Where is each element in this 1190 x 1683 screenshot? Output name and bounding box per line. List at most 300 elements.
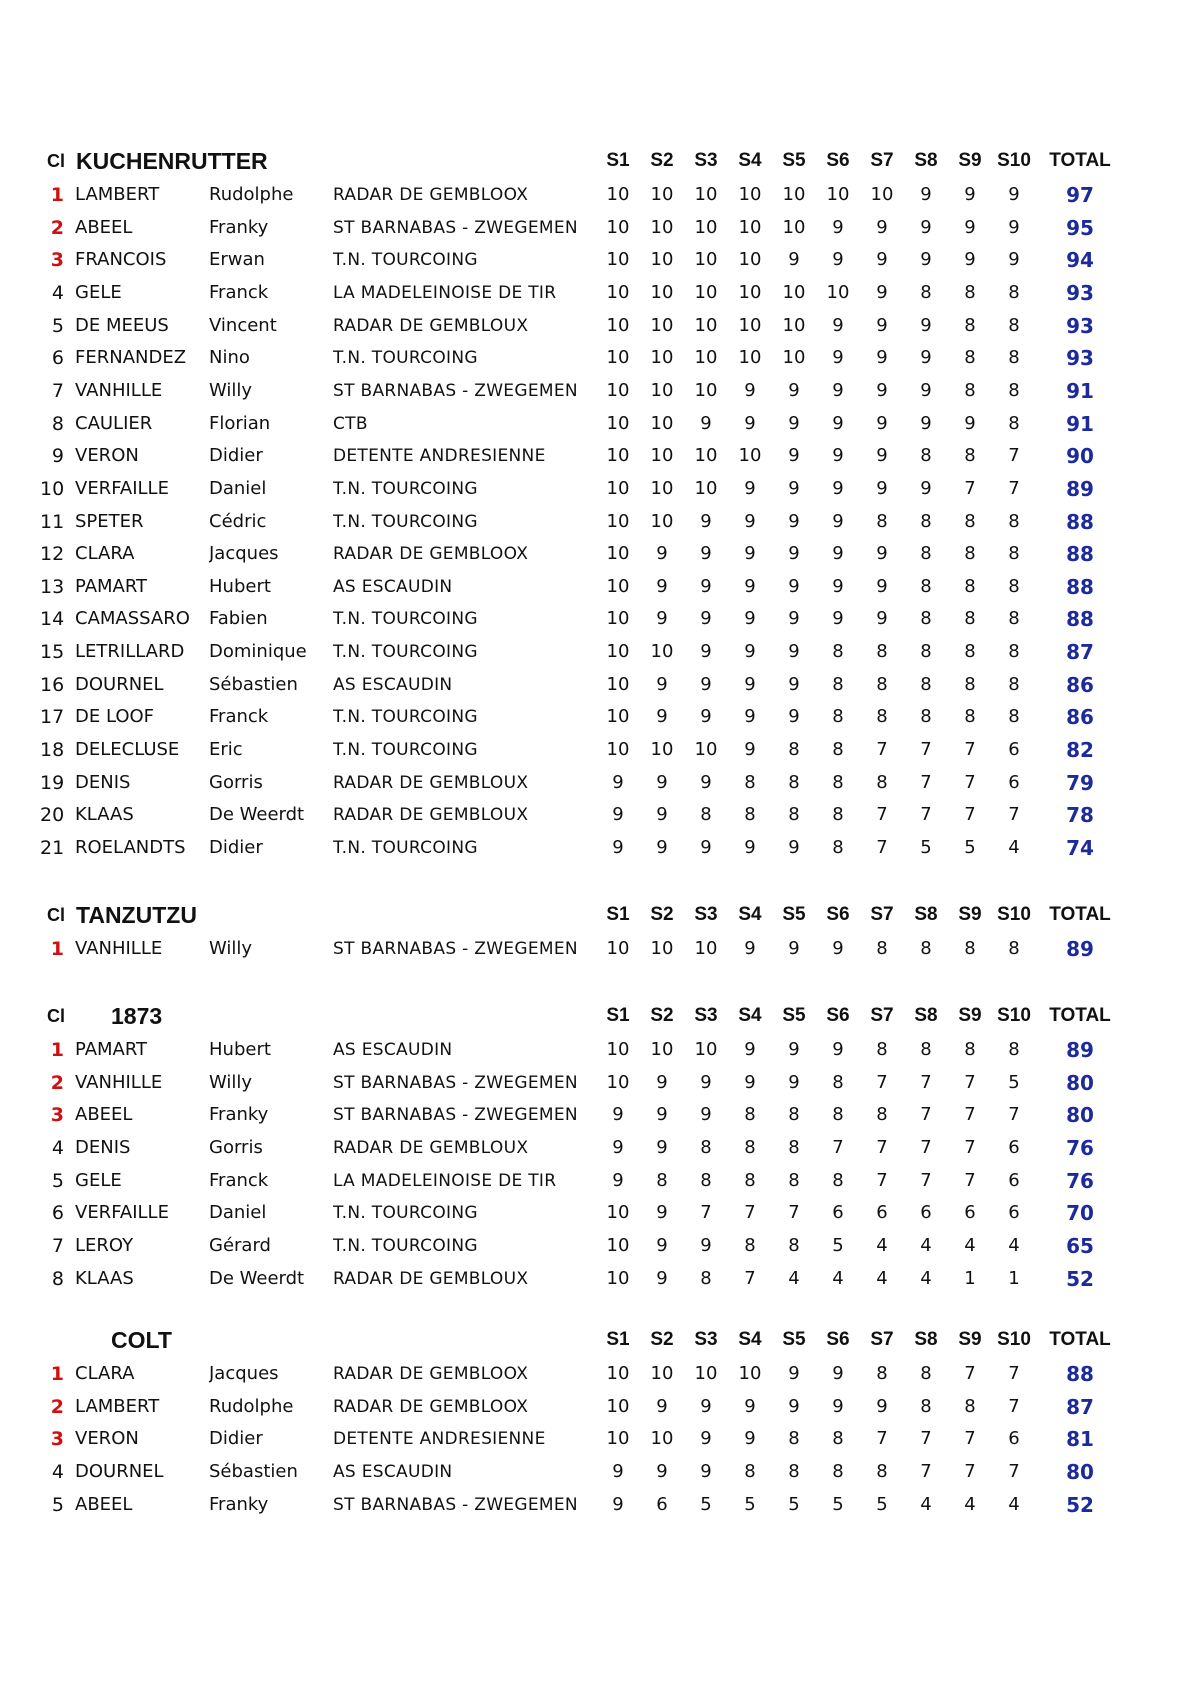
series-score: 8 bbox=[964, 1039, 976, 1060]
last-name: ABEEL bbox=[75, 216, 133, 238]
series-score: 6 bbox=[832, 1202, 844, 1224]
first-name: Sébastien bbox=[209, 1460, 298, 1482]
series-score: 9 bbox=[920, 249, 932, 271]
club-name: RADAR DE GEMBLOOX bbox=[333, 1396, 529, 1417]
total-score: 87 bbox=[1066, 640, 1094, 665]
rank-value: 13 bbox=[40, 575, 65, 598]
total-score: 91 bbox=[1066, 411, 1094, 436]
series-score: 9 bbox=[744, 608, 756, 630]
club-name: ST BARNABAS - ZWEGEMEN bbox=[333, 1494, 578, 1515]
series-score: 9 bbox=[744, 641, 756, 663]
first-name: Fabien bbox=[209, 608, 268, 630]
score-column-header: S4 bbox=[738, 1329, 762, 1350]
first-name: Hubert bbox=[209, 1039, 271, 1060]
series-score: 7 bbox=[920, 1460, 932, 1482]
series-score: 7 bbox=[1008, 477, 1020, 499]
last-name: DE MEEUS bbox=[75, 314, 169, 336]
series-score: 8 bbox=[920, 1039, 932, 1060]
series-score: 10 bbox=[650, 510, 674, 532]
series-score: 10 bbox=[694, 249, 718, 271]
series-score: 9 bbox=[656, 1104, 668, 1126]
club-name: T.N. TOURCOING bbox=[333, 609, 478, 630]
total-score: 88 bbox=[1066, 542, 1094, 567]
last-name: SPETER bbox=[75, 510, 144, 532]
series-score: 7 bbox=[964, 1363, 976, 1384]
series-score: 9 bbox=[832, 379, 844, 401]
total-column-header: TOTAL bbox=[1049, 904, 1111, 925]
score-column-header: S3 bbox=[694, 1329, 718, 1350]
series-score: 5 bbox=[832, 1234, 844, 1256]
first-name: Gorris bbox=[209, 1136, 263, 1158]
series-score: 1 bbox=[1008, 1267, 1020, 1289]
table-row bbox=[0, 768, 1190, 798]
series-score: 8 bbox=[1008, 938, 1020, 959]
series-score: 9 bbox=[744, 938, 756, 959]
series-score: 8 bbox=[700, 804, 712, 826]
series-score: 6 bbox=[876, 1202, 888, 1224]
series-score: 10 bbox=[694, 184, 718, 205]
series-score: 8 bbox=[1008, 673, 1020, 695]
last-name: ABEEL bbox=[75, 1104, 133, 1126]
total-score: 80 bbox=[1066, 1459, 1094, 1484]
rank-column-label: Cl bbox=[47, 151, 65, 171]
table-row bbox=[0, 278, 1190, 308]
last-name: ABEEL bbox=[75, 1493, 133, 1515]
series-score: 9 bbox=[832, 1395, 844, 1417]
series-score: 9 bbox=[656, 673, 668, 695]
series-score: 8 bbox=[832, 1071, 844, 1093]
total-score: 78 bbox=[1066, 803, 1094, 828]
series-score: 7 bbox=[964, 1428, 976, 1450]
series-score: 8 bbox=[788, 804, 800, 826]
series-score: 8 bbox=[788, 1104, 800, 1126]
series-score: 9 bbox=[612, 1136, 624, 1158]
series-score: 9 bbox=[788, 837, 800, 858]
series-score: 6 bbox=[656, 1493, 668, 1515]
rank-value: 4 bbox=[51, 1460, 64, 1483]
table-row bbox=[0, 180, 1190, 210]
series-score: 9 bbox=[612, 771, 624, 793]
series-score: 10 bbox=[694, 314, 718, 336]
series-score: 8 bbox=[920, 706, 932, 728]
rank-value: 1 bbox=[50, 938, 64, 960]
series-score: 9 bbox=[744, 1071, 756, 1093]
series-score: 9 bbox=[744, 1428, 756, 1450]
series-score: 9 bbox=[744, 543, 756, 565]
series-score: 9 bbox=[788, 1363, 800, 1384]
series-score: 7 bbox=[964, 1104, 976, 1126]
series-score: 10 bbox=[694, 379, 718, 401]
total-score: 76 bbox=[1066, 1135, 1094, 1160]
table-row bbox=[0, 934, 1190, 964]
series-score: 10 bbox=[650, 1428, 674, 1450]
first-name: Franck bbox=[209, 1169, 269, 1191]
rank-value: 11 bbox=[40, 510, 65, 533]
series-score: 9 bbox=[832, 347, 844, 369]
series-score: 8 bbox=[788, 739, 800, 760]
series-score: 4 bbox=[1008, 1234, 1020, 1256]
series-score: 8 bbox=[700, 1169, 712, 1191]
score-column-header: S7 bbox=[870, 1329, 894, 1350]
series-score: 8 bbox=[1008, 379, 1020, 401]
series-score: 9 bbox=[964, 184, 976, 205]
total-score: 93 bbox=[1066, 346, 1094, 371]
series-score: 9 bbox=[920, 379, 932, 401]
series-score: 10 bbox=[606, 184, 630, 205]
series-score: 4 bbox=[832, 1267, 844, 1289]
total-score: 79 bbox=[1066, 770, 1094, 795]
series-score: 8 bbox=[964, 938, 976, 959]
club-name: ST BARNABAS - ZWEGEMEN bbox=[333, 1105, 578, 1126]
rank-value: 20 bbox=[40, 804, 65, 827]
rank-value: 3 bbox=[50, 1104, 64, 1127]
series-score: 8 bbox=[1008, 347, 1020, 369]
series-score: 10 bbox=[782, 314, 806, 336]
series-score: 8 bbox=[788, 771, 800, 793]
club-name: T.N. TOURCOING bbox=[333, 250, 478, 271]
last-name: KLAAS bbox=[75, 1267, 134, 1289]
series-score: 8 bbox=[964, 641, 976, 663]
last-name: FRANCOIS bbox=[75, 249, 167, 271]
series-score: 9 bbox=[788, 379, 800, 401]
series-score: 10 bbox=[606, 608, 630, 630]
rank-value: 8 bbox=[51, 1267, 64, 1290]
series-score: 9 bbox=[876, 477, 888, 499]
rank-value: 1 bbox=[50, 1039, 64, 1061]
total-score: 95 bbox=[1066, 215, 1094, 240]
series-score: 8 bbox=[964, 281, 976, 303]
score-column-header: S3 bbox=[694, 904, 718, 925]
score-column-header: S2 bbox=[650, 1329, 674, 1350]
series-score: 7 bbox=[920, 739, 932, 760]
last-name: GELE bbox=[75, 281, 122, 303]
series-score: 4 bbox=[964, 1493, 976, 1515]
series-score: 8 bbox=[920, 575, 932, 597]
series-score: 7 bbox=[1008, 1104, 1020, 1126]
score-column-header: S10 bbox=[997, 1329, 1031, 1350]
score-column-header: S3 bbox=[694, 150, 718, 171]
last-name: DENIS bbox=[75, 771, 131, 793]
series-score: 9 bbox=[832, 412, 844, 434]
series-score: 6 bbox=[1008, 1136, 1020, 1158]
first-name: De Weerdt bbox=[209, 1267, 305, 1289]
last-name: LEROY bbox=[75, 1234, 134, 1256]
series-score: 7 bbox=[920, 1169, 932, 1191]
first-name: Daniel bbox=[209, 1202, 267, 1224]
series-score: 9 bbox=[876, 608, 888, 630]
series-score: 10 bbox=[606, 347, 630, 369]
series-score: 7 bbox=[920, 804, 932, 826]
series-score: 8 bbox=[964, 575, 976, 597]
series-score: 9 bbox=[876, 216, 888, 238]
score-column-header: S7 bbox=[870, 1005, 894, 1026]
score-column-header: S1 bbox=[606, 1005, 630, 1026]
total-score: 52 bbox=[1066, 1266, 1094, 1291]
first-name: Franky bbox=[209, 216, 269, 238]
series-score: 8 bbox=[964, 445, 976, 467]
series-score: 8 bbox=[920, 281, 932, 303]
score-column-header: S3 bbox=[694, 1005, 718, 1026]
series-score: 9 bbox=[920, 216, 932, 238]
table-row bbox=[0, 702, 1190, 732]
last-name: CAMASSARO bbox=[75, 608, 190, 630]
series-score: 10 bbox=[606, 412, 630, 434]
series-score: 7 bbox=[832, 1136, 844, 1158]
series-score: 10 bbox=[650, 347, 674, 369]
club-name: RADAR DE GEMBLOOX bbox=[333, 185, 529, 205]
last-name: VERFAILLE bbox=[75, 477, 169, 499]
total-score: 90 bbox=[1066, 444, 1094, 469]
section-header bbox=[0, 1001, 1190, 1031]
club-name: ST BARNABAS - ZWEGEMEN bbox=[333, 380, 578, 401]
series-score: 9 bbox=[788, 575, 800, 597]
last-name: DOURNEL bbox=[75, 1460, 164, 1482]
score-column-header: S6 bbox=[826, 904, 850, 925]
series-score: 9 bbox=[744, 379, 756, 401]
total-score: 80 bbox=[1066, 1103, 1094, 1128]
first-name: Franky bbox=[209, 1104, 269, 1126]
series-score: 9 bbox=[700, 510, 712, 532]
series-score: 4 bbox=[920, 1234, 932, 1256]
series-score: 9 bbox=[788, 938, 800, 959]
series-score: 10 bbox=[738, 249, 762, 271]
series-score: 9 bbox=[1008, 249, 1020, 271]
table-row bbox=[0, 572, 1190, 602]
first-name: Franky bbox=[209, 1493, 269, 1515]
club-name: RADAR DE GEMBLOOX bbox=[333, 544, 529, 565]
series-score: 6 bbox=[1008, 771, 1020, 793]
series-score: 10 bbox=[650, 477, 674, 499]
series-score: 8 bbox=[788, 1169, 800, 1191]
total-score: 74 bbox=[1066, 836, 1094, 860]
series-score: 5 bbox=[788, 1493, 800, 1515]
series-score: 8 bbox=[1008, 412, 1020, 434]
series-score: 10 bbox=[606, 477, 630, 499]
score-column-header: S9 bbox=[958, 1005, 982, 1026]
total-score: 86 bbox=[1066, 672, 1094, 697]
series-score: 5 bbox=[1008, 1071, 1020, 1093]
first-name: Vincent bbox=[209, 314, 277, 336]
first-name: Hubert bbox=[209, 575, 271, 597]
series-score: 9 bbox=[744, 673, 756, 695]
series-score: 8 bbox=[832, 771, 844, 793]
score-column-header: S7 bbox=[870, 150, 894, 171]
club-name: T.N. TOURCOING bbox=[333, 740, 478, 760]
series-score: 10 bbox=[606, 314, 630, 336]
series-score: 9 bbox=[920, 184, 932, 205]
total-score: 89 bbox=[1066, 937, 1094, 961]
series-score: 9 bbox=[920, 314, 932, 336]
series-score: 9 bbox=[656, 543, 668, 565]
table-row bbox=[0, 833, 1190, 863]
series-score: 9 bbox=[788, 1071, 800, 1093]
series-score: 9 bbox=[832, 216, 844, 238]
series-score: 7 bbox=[744, 1267, 756, 1289]
series-score: 9 bbox=[788, 412, 800, 434]
series-score: 10 bbox=[606, 673, 630, 695]
series-score: 9 bbox=[788, 608, 800, 630]
series-score: 9 bbox=[744, 706, 756, 728]
series-score: 8 bbox=[1008, 706, 1020, 728]
last-name: VERON bbox=[75, 1428, 139, 1450]
table-row bbox=[0, 1166, 1190, 1196]
table-row bbox=[0, 735, 1190, 765]
score-column-header: S10 bbox=[997, 150, 1031, 171]
series-score: 9 bbox=[876, 281, 888, 303]
club-name: LA MADELEINOISE DE TIR bbox=[333, 282, 557, 303]
rank-value: 2 bbox=[50, 1395, 64, 1418]
rank-value: 2 bbox=[50, 216, 64, 239]
last-name: DELECLUSE bbox=[75, 739, 180, 760]
first-name: Eric bbox=[209, 739, 243, 760]
series-score: 9 bbox=[700, 543, 712, 565]
rank-value: 1 bbox=[50, 184, 64, 206]
total-score: 94 bbox=[1066, 248, 1094, 273]
club-name: RADAR DE GEMBLOUX bbox=[333, 772, 529, 793]
section-header bbox=[0, 146, 1190, 176]
score-column-header: S5 bbox=[782, 1005, 806, 1026]
series-score: 9 bbox=[832, 477, 844, 499]
first-name: Didier bbox=[209, 445, 263, 467]
club-name: DETENTE ANDRESIENNE bbox=[333, 1429, 546, 1450]
last-name: ROELANDTS bbox=[75, 837, 186, 858]
series-score: 6 bbox=[920, 1202, 932, 1224]
series-score: 9 bbox=[920, 412, 932, 434]
series-score: 10 bbox=[606, 1428, 630, 1450]
series-score: 8 bbox=[876, 1363, 888, 1384]
table-row bbox=[0, 213, 1190, 243]
rank-column-label: Cl bbox=[47, 1006, 65, 1026]
first-name: Cédric bbox=[209, 510, 267, 532]
total-score: 81 bbox=[1066, 1427, 1094, 1452]
club-name: RADAR DE GEMBLOUX bbox=[333, 315, 529, 336]
section-header bbox=[0, 1325, 1190, 1355]
series-score: 9 bbox=[788, 249, 800, 271]
rank-value: 6 bbox=[51, 1202, 64, 1225]
series-score: 5 bbox=[832, 1493, 844, 1515]
series-score: 9 bbox=[832, 543, 844, 565]
total-score: 97 bbox=[1066, 183, 1094, 207]
series-score: 10 bbox=[606, 281, 630, 303]
series-score: 8 bbox=[832, 1428, 844, 1450]
series-score: 10 bbox=[694, 477, 718, 499]
series-score: 10 bbox=[606, 1267, 630, 1289]
total-score: 89 bbox=[1066, 476, 1094, 501]
series-score: 9 bbox=[612, 1493, 624, 1515]
score-column-header: S9 bbox=[958, 1329, 982, 1350]
series-score: 10 bbox=[738, 347, 762, 369]
last-name: PAMART bbox=[75, 1039, 148, 1060]
series-score: 10 bbox=[738, 1363, 762, 1384]
series-score: 10 bbox=[694, 281, 718, 303]
rank-value: 16 bbox=[40, 673, 65, 696]
rank-value: 8 bbox=[51, 412, 64, 435]
series-score: 10 bbox=[606, 1071, 630, 1093]
last-name: VANHILLE bbox=[75, 1071, 163, 1093]
series-score: 8 bbox=[788, 1234, 800, 1256]
series-score: 8 bbox=[876, 641, 888, 663]
score-column-header: S10 bbox=[997, 1005, 1031, 1026]
series-score: 9 bbox=[964, 412, 976, 434]
series-score: 10 bbox=[606, 1039, 630, 1060]
series-score: 8 bbox=[920, 938, 932, 959]
series-score: 9 bbox=[788, 445, 800, 467]
total-score: 88 bbox=[1066, 509, 1094, 534]
series-score: 10 bbox=[606, 216, 630, 238]
section-title: 1873 bbox=[111, 1003, 163, 1029]
rank-value: 3 bbox=[50, 249, 64, 272]
table-row bbox=[0, 670, 1190, 700]
table-row bbox=[0, 1457, 1190, 1487]
series-score: 10 bbox=[606, 641, 630, 663]
series-score: 9 bbox=[876, 445, 888, 467]
last-name: CAULIER bbox=[75, 412, 153, 434]
series-score: 9 bbox=[876, 379, 888, 401]
series-score: 8 bbox=[920, 510, 932, 532]
series-score: 9 bbox=[744, 510, 756, 532]
section-title: COLT bbox=[111, 1327, 172, 1353]
series-score: 9 bbox=[656, 608, 668, 630]
section-title: TANZUTZU bbox=[76, 902, 197, 928]
club-name: DETENTE ANDRESIENNE bbox=[333, 446, 546, 467]
rank-value: 15 bbox=[40, 641, 65, 664]
series-score: 7 bbox=[1008, 1460, 1020, 1482]
series-score: 9 bbox=[788, 673, 800, 695]
club-name: AS ESCAUDIN bbox=[333, 674, 453, 695]
series-score: 10 bbox=[606, 510, 630, 532]
first-name: Franck bbox=[209, 706, 269, 728]
score-column-header: S8 bbox=[914, 904, 938, 925]
table-row bbox=[0, 474, 1190, 504]
rank-value: 1 bbox=[50, 1363, 64, 1385]
series-score: 7 bbox=[876, 1071, 888, 1093]
series-score: 8 bbox=[744, 1460, 756, 1482]
series-score: 7 bbox=[964, 771, 976, 793]
club-name: CTB bbox=[333, 413, 368, 434]
club-name: T.N. TOURCOING bbox=[333, 707, 478, 728]
club-name: RADAR DE GEMBLOOX bbox=[333, 1364, 529, 1384]
score-column-header: S9 bbox=[958, 904, 982, 925]
series-score: 9 bbox=[656, 1267, 668, 1289]
last-name: DENIS bbox=[75, 1136, 131, 1158]
series-score: 9 bbox=[832, 938, 844, 959]
series-score: 10 bbox=[650, 1363, 674, 1384]
rank-value: 4 bbox=[51, 1136, 64, 1159]
first-name: Dominique bbox=[209, 641, 307, 663]
series-score: 9 bbox=[788, 641, 800, 663]
series-score: 9 bbox=[700, 608, 712, 630]
table-row bbox=[0, 245, 1190, 275]
series-score: 9 bbox=[832, 249, 844, 271]
series-score: 9 bbox=[788, 1395, 800, 1417]
rank-value: 17 bbox=[40, 706, 65, 729]
table-row bbox=[0, 343, 1190, 373]
score-column-header: S7 bbox=[870, 904, 894, 925]
score-column-header: S6 bbox=[826, 150, 850, 171]
first-name: Willy bbox=[209, 1071, 253, 1093]
series-score: 10 bbox=[782, 347, 806, 369]
series-score: 8 bbox=[920, 445, 932, 467]
series-score: 9 bbox=[876, 314, 888, 336]
table-row bbox=[0, 604, 1190, 634]
series-score: 8 bbox=[788, 1460, 800, 1482]
series-score: 8 bbox=[700, 1136, 712, 1158]
series-score: 9 bbox=[832, 1363, 844, 1384]
series-score: 9 bbox=[832, 1039, 844, 1060]
rank-column-label: Cl bbox=[47, 905, 65, 925]
series-score: 9 bbox=[612, 1460, 624, 1482]
series-score: 9 bbox=[700, 706, 712, 728]
